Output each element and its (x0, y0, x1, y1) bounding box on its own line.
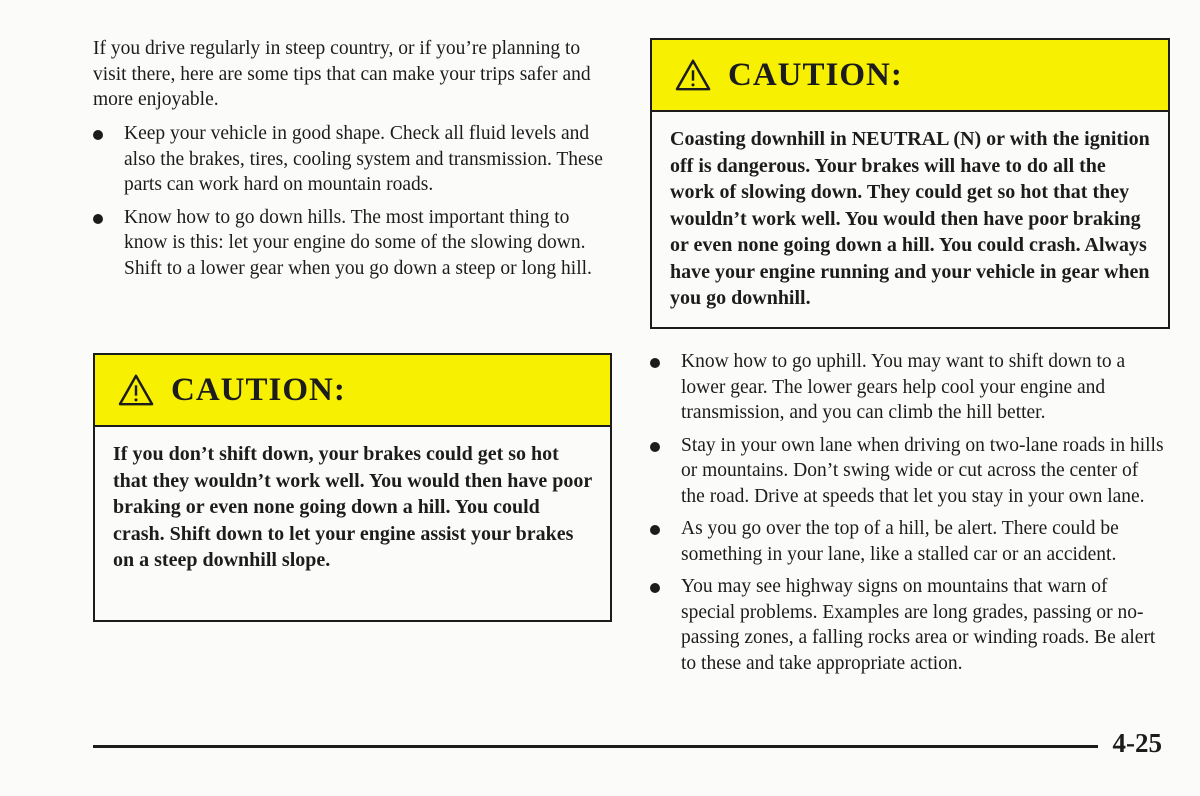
bullet-icon (93, 130, 103, 140)
warning-triangle-icon (117, 373, 155, 407)
bullet-icon (650, 525, 660, 535)
left-bullet-list (93, 121, 603, 288)
footer-rule (93, 745, 1098, 748)
right-bullet-list (650, 349, 1165, 683)
list-item (650, 433, 1165, 510)
bullet-icon (650, 442, 660, 452)
intro-paragraph: If you drive regularly in steep country, or if you’re planning to visit there, here are some tips that can make your trips safer and more enjoyable. (93, 38, 591, 110)
caution-title: CAUTION: (728, 56, 903, 93)
list-item-text: Stay in your own lane when driving on two-lane roads in hills or mountains. Don’t swing wide or cut across the center of the road. Drive at speeds that let you stay in your own lane. (681, 434, 1164, 507)
caution-text: If you don’t shift down, your brakes could get so hot that they wouldn’t work well. You would then have poor braking or even none going down a hill. You could crash. Shift down to let your engine assist your brakes on a steep downhill slope. (113, 443, 592, 571)
list-item (93, 205, 603, 282)
bullet-icon (650, 583, 660, 593)
caution-box-shift-down (93, 353, 612, 622)
list-item (650, 516, 1165, 567)
warning-triangle-icon (674, 58, 712, 92)
bullet-icon (93, 214, 103, 224)
list-item-text: As you go over the top of a hill, be alert. There could be something in your lane, like a stalled car or an accident. (681, 518, 1119, 565)
list-item-text: Know how to go down hills. The most important thing to know is this: let your engine do some of the slowing down. Shift to a lower gear when you go down a steep or long hill. (124, 206, 592, 279)
caution-text: Coasting downhill in NEUTRAL (N) or with the ignition off is dangerous. Your brakes will have to do all the work of slowing down. They could get so hot that they wouldn’t work well. You would then have poor braking or even none going down a hill. You could crash. Always have your engine running and your vehicle in gear when you go downhill. (670, 128, 1150, 309)
caution-title: CAUTION: (171, 371, 346, 408)
caution-header (652, 40, 1168, 112)
caution-header (95, 355, 610, 427)
list-item-text: Keep your vehicle in good shape. Check all fluid levels and also the brakes, tires, cooling system and transmission. These parts can work hard on mountain roads. (124, 123, 603, 195)
caution-box-coasting (650, 38, 1170, 329)
bullet-icon (650, 358, 660, 368)
list-item-text: You may see highway signs on mountains that warn of special problems. Examples are long grades, passing or no-passing zones, a falling rocks area or winding roads. Be alert to these and take appropriate action. (681, 576, 1156, 674)
list-item (650, 349, 1165, 426)
list-item (93, 121, 603, 198)
list-item-text: Know how to go uphill. You may want to shift down to a lower gear. The lower gears help cool your engine and transmission, and you can climb the hill better. (681, 351, 1126, 423)
page-number: 4-25 (1112, 728, 1162, 758)
list-item (650, 574, 1165, 676)
